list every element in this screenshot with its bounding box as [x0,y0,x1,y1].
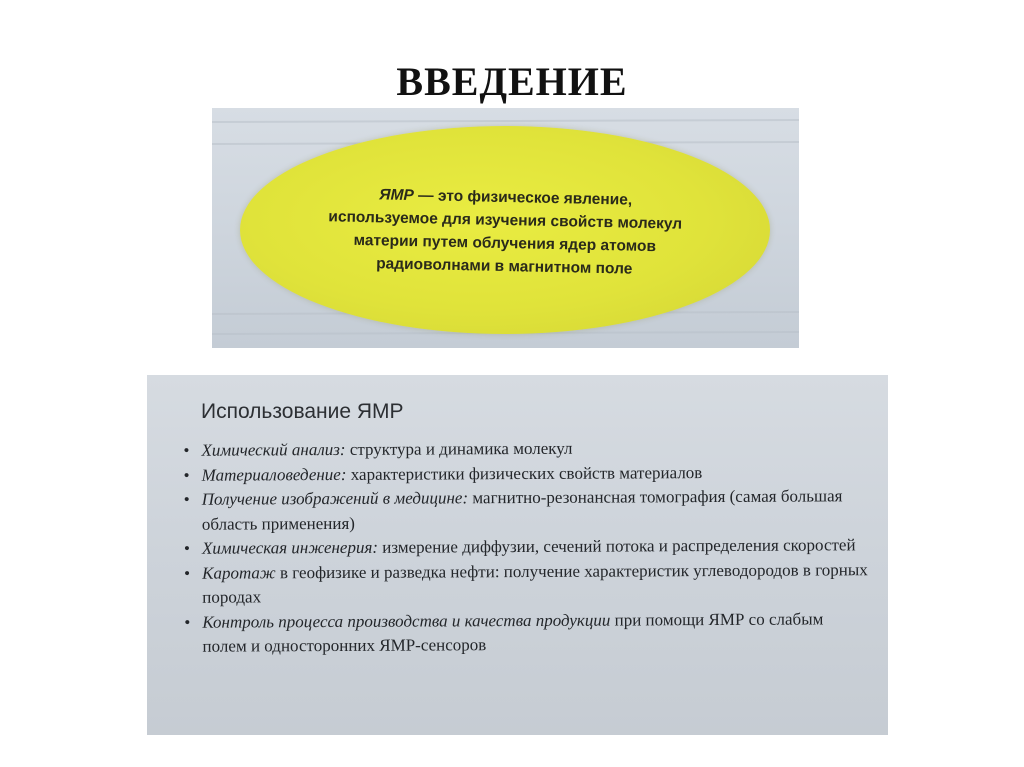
definition-line-4: радиоволнами в магнитном поле [376,255,633,278]
usage-term: Химическая инженерия: [201,537,379,558]
definition-ellipse [240,126,770,334]
list-item [180,558,870,611]
list-item [180,607,870,660]
usage-list [179,435,870,659]
slide-title: ВВЕДЕНИЕ [396,59,628,104]
bullet-icon: • [184,563,191,583]
usage-text: при помощи ЯМР со слабым полем и односторонних ЯМР-сенсоров [202,608,824,656]
bullet-icon: • [183,489,190,509]
usage-term: Материаловедение: [201,464,347,485]
usage-term: Каротаж [202,562,276,583]
list-item [179,435,869,463]
list-item [180,533,870,561]
definition-text [299,182,711,283]
definition-line-3: материи путем облучения ядер атомов [353,231,657,256]
list-item [180,484,870,537]
usage-heading: Использование ЯМР [201,400,404,423]
bullet-icon: • [183,538,191,558]
bullet-icon: • [184,612,191,632]
definition-line-2: используемое для изучения свойств молекул [328,208,683,233]
usage-text: в геофизике и разведка нефти: получение характеристик углеводородов в горных породах [202,559,868,607]
definition-photo [212,108,799,348]
definition-line-1-rest: — это физическое явление, [413,187,633,209]
usage-text: характеристики физических свойств материалов [346,462,703,484]
bullet-icon: • [183,465,190,485]
usage-photo [147,375,888,735]
definition-lead: ЯМР [379,186,414,205]
usage-term: Получение изображений в медицине: [201,488,469,509]
bullet-icon: • [183,440,190,460]
list-item [180,460,870,488]
usage-text: структура и динамика молекул [345,438,573,459]
usage-term: Химический анализ: [201,439,346,460]
usage-text: магнитно-резонансная томография (самая большая область применения) [201,486,843,534]
usage-term: Контроль процесса производства и качества продукции [202,610,611,632]
usage-text: измерение диффузии, сечений потока и распределения скоростей [377,535,856,557]
